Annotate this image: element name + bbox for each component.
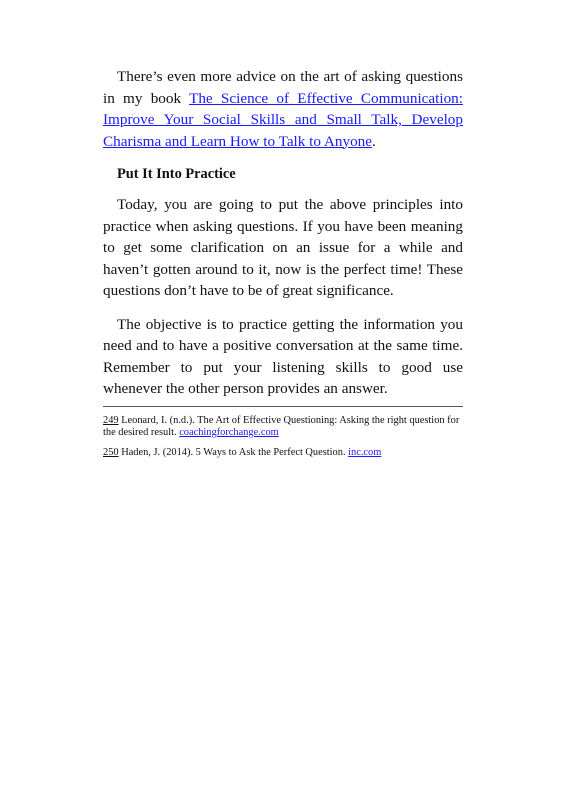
paragraph-3: The objective is to practice getting the information you need and to have a positive conversation at the same time. Remember to put your listening skills to good use whenever the other person provides an answer.: [103, 315, 463, 397]
footnote-250: [103, 447, 463, 460]
footnote-249-text: Leonard, I. (n.d.). The Art of Effective Questioning: Asking the right question for the desired result.: [103, 414, 460, 439]
footnote-249-number[interactable]: 249: [103, 414, 119, 426]
footnote-divider: [103, 406, 463, 407]
footnote-250-number[interactable]: 250: [103, 446, 119, 458]
paragraph-1-end: .: [372, 132, 376, 150]
paragraph-1: [103, 66, 463, 152]
footnote-250-text: Haden, J. (2014). 5 Ways to Ask the Perfect Question.: [118, 446, 349, 458]
page-body: [103, 66, 463, 466]
footnote-249: [103, 415, 463, 440]
book-link[interactable]: The Science of Effective Communication: Improve Your Social Skills and Small Talk, Develop Charisma and Learn How to Talk to Anyone: [103, 89, 463, 150]
paragraph-2: Today, you are going to put the above principles into practice when asking questions. If you have been meaning to get some clarification on an issue for a while and haven’t gotten around to it, now is the perfect time! These questions don’t have to be of great significance.: [103, 196, 463, 299]
paragraph-1-text: There’s even more advice on the art of asking questions in my book: [103, 68, 463, 107]
footnote-250-link[interactable]: inc.com: [348, 446, 382, 458]
footnote-249-link[interactable]: coachingforchange.com: [179, 427, 279, 439]
section-heading: Put It Into Practice: [117, 166, 236, 182]
